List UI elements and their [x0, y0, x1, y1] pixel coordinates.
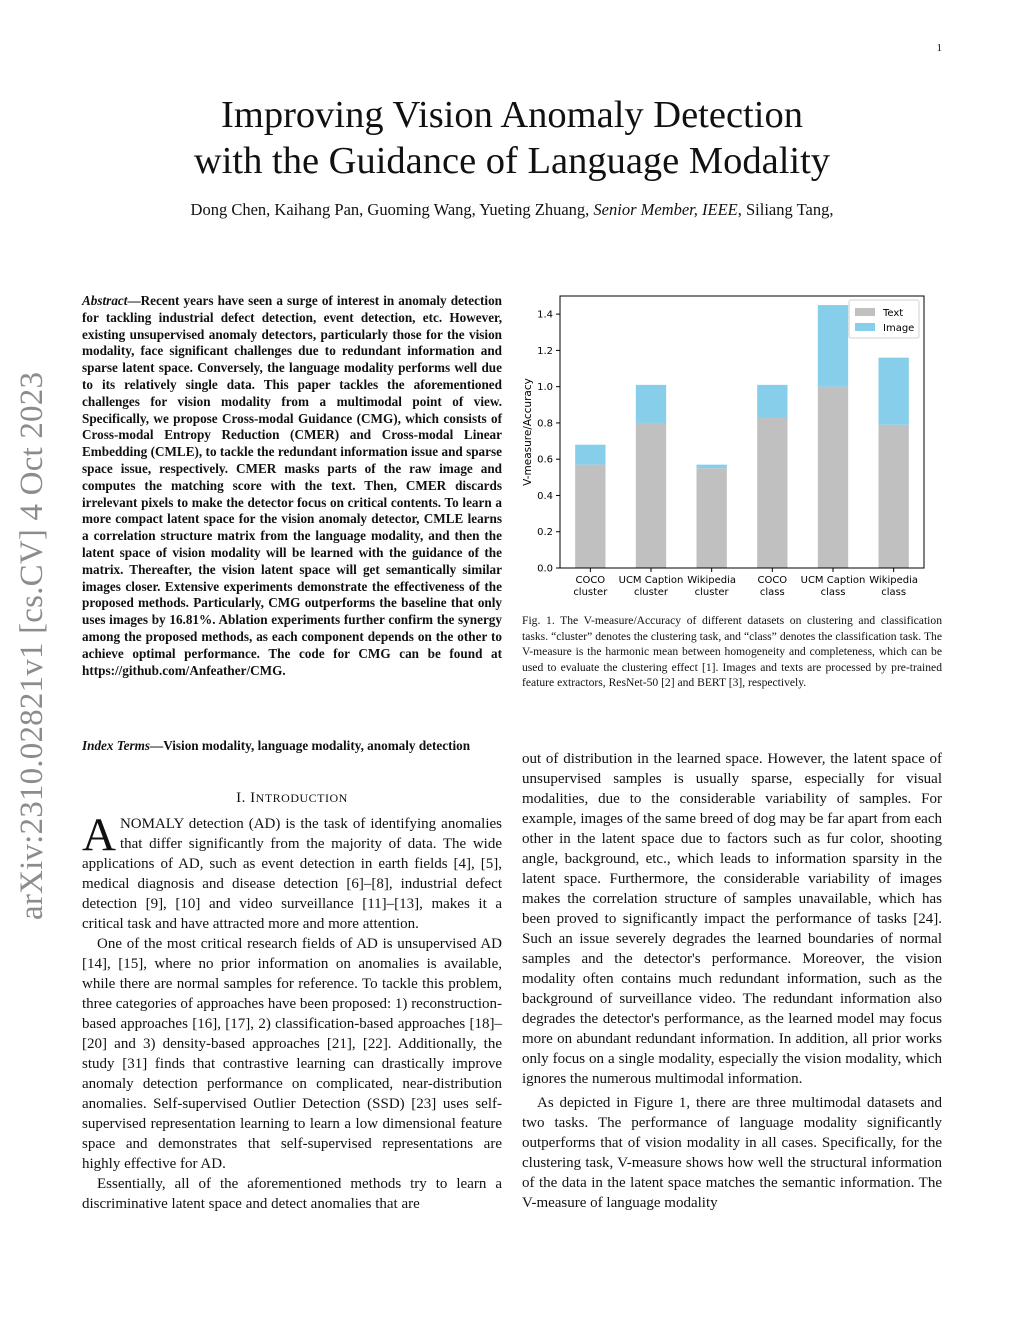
x-tick-label: COCO — [757, 575, 788, 586]
x-ticks-group — [573, 568, 918, 598]
bar-text-1 — [636, 423, 666, 568]
bar-image-3 — [757, 385, 787, 418]
bar-text-3 — [757, 417, 787, 568]
section-heading — [82, 790, 502, 807]
legend-swatch-image — [855, 323, 875, 331]
index-terms-text: —Vision modality, language modality, anomaly detection — [150, 738, 471, 753]
x-tick-label: UCM Caption — [618, 575, 684, 586]
section-numeral: I. I — [236, 790, 256, 806]
bar-text-5 — [879, 425, 909, 568]
bars-group — [575, 305, 909, 568]
section-name: NTRODUCTION — [255, 791, 348, 805]
x-tick-label: cluster — [694, 587, 729, 598]
drop-cap: A — [82, 809, 116, 861]
abstract — [82, 293, 502, 679]
arxiv-identifier[interactable]: arXiv:2310.02821v1 [cs.CV] 4 Oct 2023 — [14, 371, 50, 920]
y-ticks-group — [537, 310, 560, 575]
x-tick-label: class — [820, 587, 846, 598]
x-tick-label: UCM Caption — [800, 575, 866, 586]
y-axis-label-text: V-measure/Accuracy — [522, 378, 534, 486]
right-paragraph-1: out of distribution in the learned space. However, the latent space of unsupervised samples is usually sparse, especially for visual modalities, due to the considerable variability of samples. For example, images of the same breed of dog may be far apart from each other in the latent space due to factors such as fur color, shooting angle, background, etc., which leads to information sparsity in the latent space. Furthermore, the considerable variability of images makes the correlation structure of samples unavailable, which has been proved to significantly impact the performance of tasks [24]. Such an issue severely degrades the learned boundaries of normal samples and the detector's performance. Moreover, the vision modality often contains much redundant information, such as the background of surveillance video. The redundant information also degrades the detector's performance, as the learned model may focus more on abundant redundant information. In addition, all prior works only focus on a single modality, especially the vision modality, which ignores the numerous multimodal information. — [522, 751, 942, 1087]
chart-legend — [849, 300, 919, 338]
title-line-1: Improving Vision Anomaly Detection — [221, 94, 803, 136]
y-tick-label: 0.6 — [537, 454, 553, 466]
author-names-tail: , Siliang Tang, — [737, 200, 834, 219]
y-tick-label: 1.2 — [537, 345, 553, 357]
index-terms — [82, 738, 502, 755]
y-tick-label: 0.2 — [537, 527, 553, 539]
x-tick-label: cluster — [633, 587, 669, 598]
index-terms-label: Index Terms — [82, 738, 151, 753]
page-number: 1 — [936, 42, 942, 54]
author-names: Dong Chen, Kaihang Pan, Guoming Wang, Yueting Zhuang, — [190, 200, 594, 219]
bar-image-0 — [575, 445, 605, 465]
x-tick-label: COCO — [575, 575, 606, 586]
paper-title — [80, 92, 944, 184]
right-column-text — [522, 749, 942, 1213]
x-tick-label: class — [881, 587, 907, 598]
legend-swatch-text — [855, 308, 875, 316]
title-line-2: with the Guidance of Language Modality — [193, 140, 831, 182]
y-tick-label: 0.4 — [537, 490, 553, 502]
bar-chart — [518, 290, 938, 606]
y-tick-label: 1.4 — [537, 309, 553, 321]
bar-text-4 — [818, 387, 848, 568]
x-tick-label: Wikipedia — [869, 575, 919, 586]
y-tick-label: 1.0 — [537, 382, 553, 394]
intro-paragraph-1-text: NOMALY detection (AD) is the task of identifying anomalies that differ significantly from the majority of data. The wide applications of AD, such as event detection in earth fields [4], [5], medical diagnosis and disease detection [6]–[8], industrial defect detection [9], [10] and video surveillance [11]–[13], makes it a critical task and have attracted more and more attention. — [82, 816, 502, 932]
bar-image-4 — [818, 305, 848, 387]
right-paragraph-2: As depicted in Figure 1, there are three multimodal datasets and two tasks. The performance of language modality significantly outperforms that of vision modality in all cases. Specifically, for the clustering task, V-measure shows how well the structural information of the data in the latent space matches the semantic information. The V-measure of language modality — [522, 1095, 942, 1211]
legend-label-image: Image — [883, 323, 915, 334]
bar-text-2 — [697, 468, 727, 568]
introduction-text — [82, 809, 502, 1214]
x-tick-label: class — [759, 587, 785, 598]
y-tick-label: 0.8 — [537, 418, 553, 430]
y-axis-label — [522, 378, 534, 486]
abstract-label: Abstract — [82, 293, 128, 308]
x-tick-label: Wikipedia — [687, 575, 737, 586]
intro-paragraph-1 — [82, 809, 502, 934]
intro-paragraph-3: Essentially, all of the aforementioned methods try to learn a discriminative latent space and detect anomalies that are — [82, 1176, 502, 1212]
author-role: Senior Member, IEEE — [593, 200, 738, 219]
bar-text-0 — [575, 465, 605, 568]
intro-paragraph-2: One of the most critical research fields of AD is unsupervised AD [14], [15], where no prior information on anomalies is available, while there are normal samples for reference. To tackle this problem, three categories of approaches have been proposed: 1) reconstruction-based approaches [16], [17], 2) classification-based approaches [18]–[20] and 3) density-based approaches [21], [22]. Additionally, the study [31] finds that contrastive learning can drastically improve anomaly detection performance on complicated, near-distribution anomalies. Self-supervised Outlier Detection (SSD) [23] uses self-supervised representation learning to learn a low dimensional feature space and demonstrates that self-supervised representations are highly effective for AD. — [82, 936, 502, 1172]
x-tick-label: cluster — [573, 587, 608, 598]
y-tick-label: 0.0 — [537, 563, 553, 575]
figure-caption: Fig. 1. The V-measure/Accuracy of different datasets on clustering and classification tasks. “cluster” denotes the clustering task, and “class” denotes the classification task. The V-measure is the harmonic mean between homogeneity and completeness, which can be used to evaluate the clustering effect [1]. Images and texts are processed by pre-trained feature extractors, ResNet-50 [2] and BERT [3], respectively. — [522, 614, 942, 690]
legend-label-text: Text — [883, 308, 904, 319]
bar-image-5 — [879, 358, 909, 425]
bar-image-1 — [636, 385, 666, 423]
author-list — [60, 200, 964, 220]
bar-image-2 — [697, 465, 727, 469]
abstract-text: —Recent years have seen a surge of interest in anomaly detection for tackling industrial defect detection, event detection, etc. However, existing unsupervised anomaly detectors, particularly those for the vision modality, face significant challenges due to redundant information and sparse latent space. Conversely, the language modality performs well due to its relatively single data. This paper tackles the aforementioned challenges for vision modality from a multimodal point of view. Specifically, we propose Cross-modal Guidance (CMG), which consists of Cross-modal Entropy Reduction (CMER) and Cross-modal Linear Embedding (CMLE), to tackle the redundant information issue and sparse space issue, respectively. CMER masks parts of the raw image and computes the matching score with the text. Then, CMER discards irrelevant pixels to make the detector focus on critical contents. To learn a more compact latent space for the vision anomaly detector, CMLE learns a correlation structure matrix from the language modality, and then the latent space of vision modality will be learned with the guidance of the matrix. Thereafter, the vision latent space will get semantically similar images closer. Extensive experiments demonstrate the effectiveness of the proposed methods. Particularly, CMG outperforms the baseline that only uses images by 16.81%. Ablation experiments further confirm the synergy among the proposed methods, as each component depends on the other to achieve optimal performance. The code for CMG can be found at https://github.com/Anfeather/CMG. — [82, 293, 502, 678]
